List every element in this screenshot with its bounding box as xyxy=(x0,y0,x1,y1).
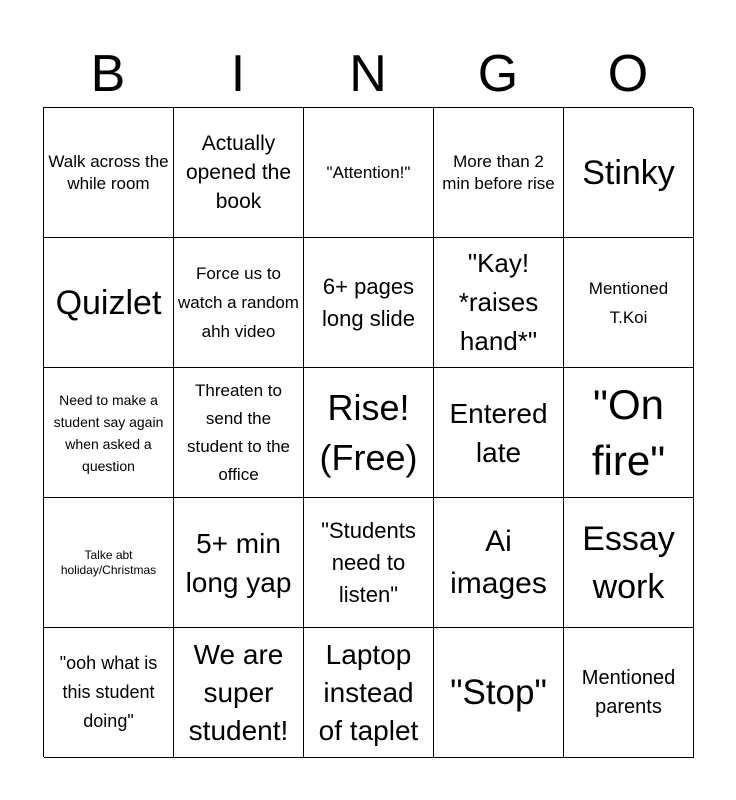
bingo-cell-r5-c3[interactable] xyxy=(304,628,434,758)
bingo-cell-r4-c1[interactable] xyxy=(44,498,174,628)
bingo-cell-r2-c5[interactable] xyxy=(564,238,694,368)
cell-text: More than 2 min before rise xyxy=(442,151,555,193)
cell-text: "ooh what is this student doing" xyxy=(59,653,158,731)
cell-text: Mentioned T.Koi xyxy=(588,278,669,327)
bingo-cell-r5-c5[interactable] xyxy=(564,628,694,758)
cell-text: "Kay! *raises hand*" xyxy=(458,248,539,356)
cell-text: Force us to watch a random ahh video xyxy=(178,264,299,341)
bingo-cell-r3-c2[interactable] xyxy=(174,368,304,498)
bingo-cell-r4-c5[interactable] xyxy=(564,498,694,628)
cell-text: 5+ min long yap xyxy=(185,527,292,598)
cell-text: Talke abt holiday/Christmas xyxy=(60,547,157,577)
cell-text: Laptop instead of taplet xyxy=(318,638,419,746)
header-letter-o: O xyxy=(607,45,649,103)
bingo-cell-r2-c4[interactable] xyxy=(434,238,564,368)
bingo-cell-r1-c1[interactable] xyxy=(44,108,174,238)
bingo-cell-r3-c1[interactable] xyxy=(44,368,174,498)
bingo-cell-r2-c2[interactable] xyxy=(174,238,304,368)
bingo-cell-r3-c5[interactable] xyxy=(564,368,694,498)
cell-text: "Attention!" xyxy=(326,162,411,182)
bingo-header xyxy=(43,44,693,104)
bingo-cell-r4-c3[interactable] xyxy=(304,498,434,628)
bingo-cell-r3-c4[interactable] xyxy=(434,368,564,498)
bingo-cell-r4-c2[interactable] xyxy=(174,498,304,628)
cell-text: We are super student! xyxy=(188,638,289,746)
bingo-cell-r2-c3[interactable] xyxy=(304,238,434,368)
bingo-card-grid xyxy=(43,107,693,757)
bingo-cell-r5-c4[interactable] xyxy=(434,628,564,758)
cell-text: Actually opened the book xyxy=(185,132,292,213)
bingo-cell-r5-c2[interactable] xyxy=(174,628,304,758)
cell-text: "Students need to listen" xyxy=(321,517,416,607)
cell-text: 6+ pages long slide xyxy=(322,273,415,331)
cell-text: Essay work xyxy=(582,519,675,606)
cell-text: Ai images xyxy=(450,524,547,600)
cell-text: Entered late xyxy=(449,397,548,468)
cell-text: Stinky xyxy=(582,153,675,192)
cell-text: "On fire" xyxy=(591,380,666,484)
cell-text: Need to make a student say again when asked a question xyxy=(53,391,164,474)
cell-text: Rise! (Free) xyxy=(319,386,418,478)
bingo-cell-r1-c5[interactable] xyxy=(564,108,694,238)
bingo-cell-r3-c3[interactable] xyxy=(304,368,434,498)
cell-text: Threaten to send the student to the office xyxy=(186,380,291,484)
bingo-cell-r5-c1[interactable] xyxy=(44,628,174,758)
header-letter-g: G xyxy=(477,45,519,103)
header-letter-b: B xyxy=(90,45,126,103)
bingo-cell-r1-c2[interactable] xyxy=(174,108,304,238)
cell-text: Mentioned parents xyxy=(581,666,676,718)
header-letter-i: I xyxy=(230,45,246,103)
bingo-cell-r2-c1[interactable] xyxy=(44,238,174,368)
bingo-cell-r1-c4[interactable] xyxy=(434,108,564,238)
header-letter-n: N xyxy=(349,45,387,103)
bingo-cell-r1-c3[interactable] xyxy=(304,108,434,238)
cell-text: Quizlet xyxy=(55,283,162,322)
cell-text: Walk across the while room xyxy=(48,151,169,193)
cell-text: "Stop" xyxy=(450,672,547,712)
bingo-cell-r4-c4[interactable] xyxy=(434,498,564,628)
